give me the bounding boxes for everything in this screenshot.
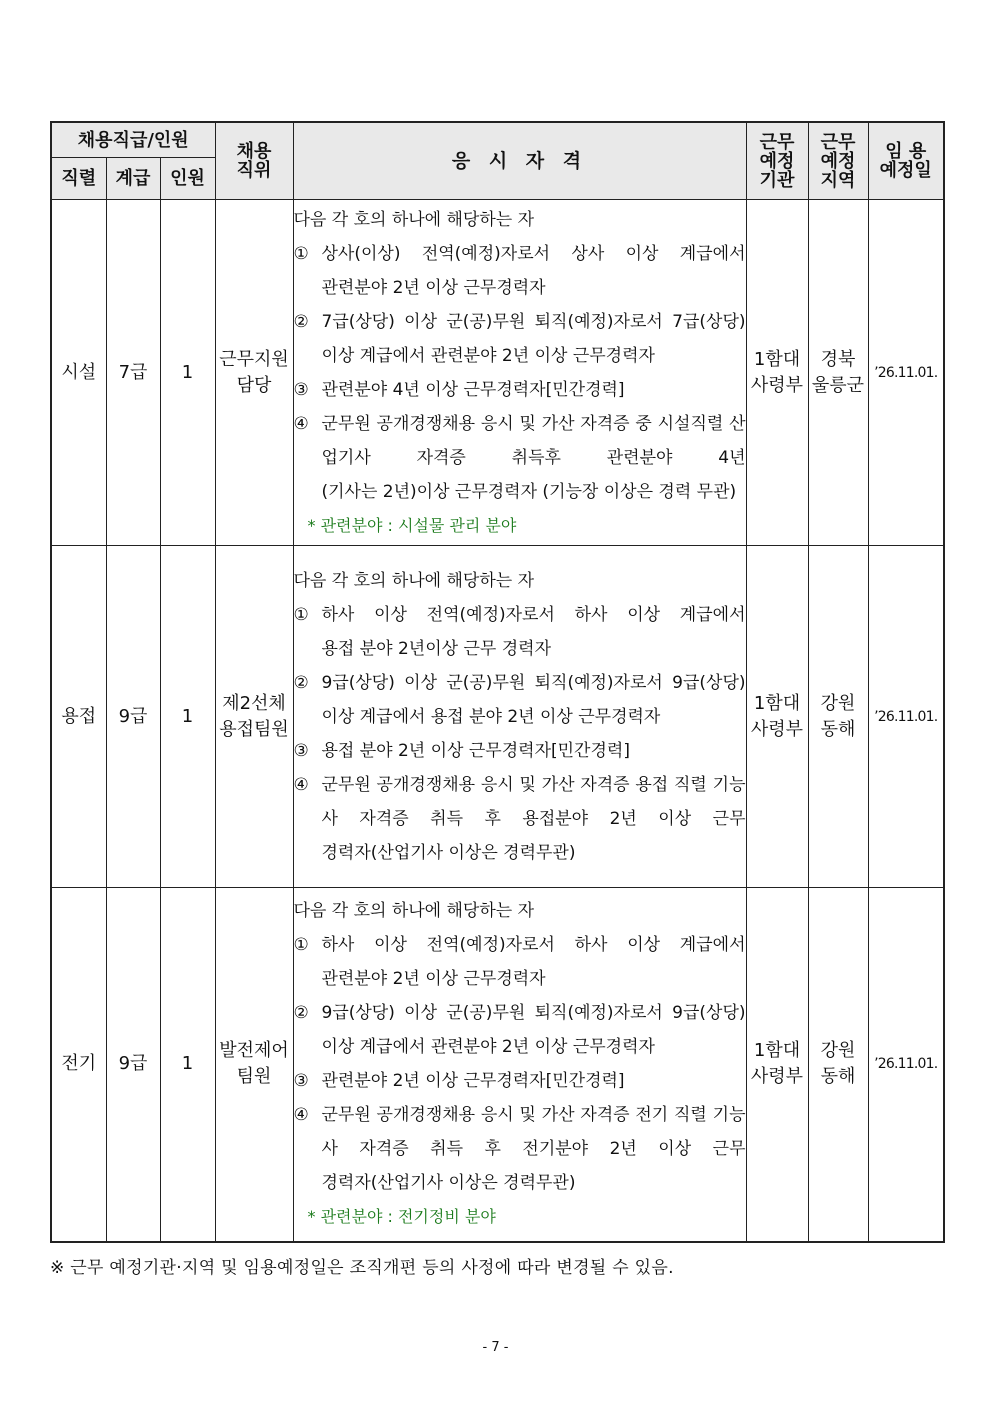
item-text [322,305,746,373]
header-headcount: 인원 [160,158,215,200]
item-text [322,734,746,768]
item-line: 상사(이상) 전역(예정)자로서 상사 이상 계급에서 [321,243,746,264]
item-line: 군무원 공개경쟁채용 응시 및 가산 자격증 전기 직렬 [321,1105,707,1126]
item-number: ③ [293,1071,309,1092]
cell-grade: 9급 [106,888,160,1242]
item-line: 7급(상당) 이상 군(공)무원 퇴직(예정)자로서 7급(상당) [321,311,746,332]
item-text [322,407,746,509]
item-line: 용접 분야 2년이상 근무 경력자 [321,638,551,659]
item-line: 시설직렬 산업기사 자격증 취득후 관련분야 4년 [321,413,746,468]
qualification-item [294,928,746,996]
related-field-note: * 관련분야 : 시설물 관리 분야 [307,515,517,535]
cell-agency: 1함대 사령부 [746,888,808,1242]
related-field-note: * 관련분야 : 전기정비 분야 [307,1207,496,1227]
cell-headcount: 1 [160,888,215,1242]
item-number: ① [293,935,309,956]
item-line: 이상 계급에서 용접 분야 2년 이상 근무경력자 [321,706,661,727]
item-line: 용접 분야 2년 이상 근무경력자[민간경력] [321,740,630,761]
item-line: 경력자(산업기사 이상은 경력무관) [321,1173,576,1194]
item-line: 군무원 공개경쟁채용 응시 및 가산 자격증 중 [321,413,652,434]
item-line: (기사는 2년)이상 근무경력자 (기능장 이상은 경력 무관) [321,481,737,502]
table-row [51,546,944,888]
item-line: 기능사 자격증 취득 후 용접분야 2년 이상 근무 [321,774,746,829]
cell-series: 시설 [51,200,106,546]
cell-region: 강원 동해 [808,888,868,1242]
header-region: 근무 예정 지역 [808,122,868,200]
cell-agency: 1함대 사령부 [746,546,808,888]
cell-agency: 1함대 사령부 [746,200,808,546]
item-number: ④ [293,1105,309,1126]
item-number: ④ [293,413,309,434]
header-recruit-group: 채용직급/인원 [51,122,215,158]
header-qualification: 응 시 자 격 [293,122,746,200]
header-date: 임 용 예정일 [868,122,944,200]
cell-date: ’26.11.01. [868,888,944,1242]
cell-grade: 7급 [106,200,160,546]
qualification-intro: 다음 각 호의 하나에 해당하는 자 [293,209,535,230]
footnote: ※ 근무 예정기관·지역 및 임용예정일은 조직개편 등의 사정에 따라 변경될 수 있음. [50,1258,674,1278]
qualification-item [294,734,746,768]
cell-region: 강원 동해 [808,546,868,888]
table-row [51,888,944,1242]
header-agency: 근무 예정 기관 [746,122,808,200]
item-text [322,996,746,1064]
cell-headcount: 1 [160,546,215,888]
item-line: 하사 이상 전역(예정)자로서 하사 이상 계급에서 [321,935,746,956]
item-line: 군무원 공개경쟁채용 응시 및 가산 자격증 용접 직렬 [321,774,707,795]
qualification-item [294,1098,746,1200]
cell-qualification [293,546,746,888]
item-text [322,1098,746,1200]
item-line: 이상 계급에서 관련분야 2년 이상 근무경력자 [321,345,655,366]
item-text [322,1064,746,1098]
cell-qualification [293,888,746,1242]
cell-date: ’26.11.01. [868,200,944,546]
cell-position: 발전제어 팀원 [215,888,293,1242]
table-row [51,200,944,546]
cell-date: ’26.11.01. [868,546,944,888]
item-line: 기능사 자격증 취득 후 전기분야 2년 이상 근무 [321,1105,746,1160]
header-series: 직렬 [51,158,106,200]
item-number: ③ [293,379,309,400]
item-line: 9급(상당) 이상 군(공)무원 퇴직(예정)자로서 9급(상당) [321,672,746,693]
header-position: 채용 직위 [215,122,293,200]
item-line: 관련분야 4년 이상 근무경력자[민간경력] [321,379,625,400]
page-number: - 7 - [482,1340,509,1355]
qualification-item [294,666,746,734]
qualification-item [294,373,746,407]
cell-position: 근무지원 담당 [215,200,293,546]
item-text [322,666,746,734]
qualification-intro: 다음 각 호의 하나에 해당하는 자 [293,901,535,922]
item-number: ① [293,604,309,625]
item-number: ③ [293,740,309,761]
item-text [322,373,746,407]
qualification-intro: 다음 각 호의 하나에 해당하는 자 [293,570,535,591]
cell-headcount: 1 [160,200,215,546]
item-text [322,768,746,870]
item-line: 관련분야 2년 이상 근무경력자 [321,969,546,990]
cell-series: 전기 [51,888,106,1242]
item-line: 이상 계급에서 관련분야 2년 이상 근무경력자 [321,1037,655,1058]
item-line: 관련분야 2년 이상 근무경력자[민간경력] [321,1071,625,1092]
qualification-item [294,996,746,1064]
cell-qualification [293,200,746,546]
qualification-item [294,768,746,870]
header-grade: 계급 [106,158,160,200]
cell-grade: 9급 [106,546,160,888]
item-number: ① [293,243,309,264]
qualification-item [294,598,746,666]
qualification-item [294,237,746,305]
item-text [322,598,746,666]
item-line: 관련분야 2년 이상 근무경력자 [321,277,546,298]
table-body [51,200,944,1242]
item-text [322,237,746,305]
item-number: ② [293,1003,309,1024]
cell-series: 용접 [51,546,106,888]
qualification-item [294,1064,746,1098]
cell-position: 제2선체 용접팀원 [215,546,293,888]
item-text [322,928,746,996]
qualification-item [294,305,746,373]
item-number: ② [293,672,309,693]
cell-region: 경북 울릉군 [808,200,868,546]
item-line: 9급(상당) 이상 군(공)무원 퇴직(예정)자로서 9급(상당) [321,1003,746,1024]
item-number: ④ [293,774,309,795]
item-line: 경력자(산업기사 이상은 경력무관) [321,842,576,863]
recruitment-table [50,121,945,1243]
item-number: ② [293,311,309,332]
qualification-item [294,407,746,509]
item-line: 하사 이상 전역(예정)자로서 하사 이상 계급에서 [321,604,746,625]
